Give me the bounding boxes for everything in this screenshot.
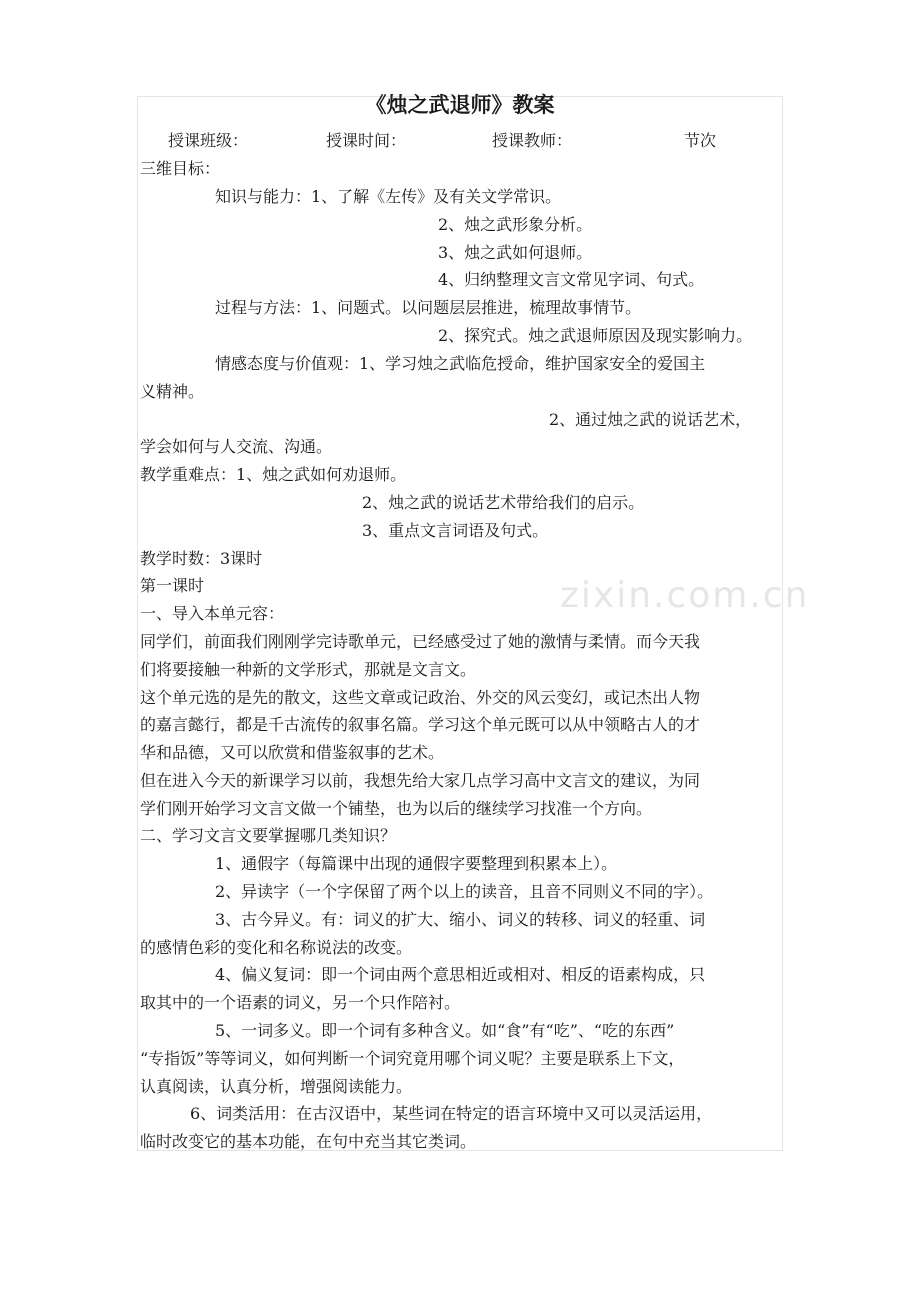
- paragraph-line: 们将要接触一种新的文学形式，那就是文言文。: [140, 660, 477, 679]
- process-line: 过程与方法：1、问题式。以问题层层推进，梳理故事情节。: [215, 298, 642, 317]
- paragraph-line: 学们刚开始学习文言文做一个铺垫，也为以后的继续学习找准一个方向。: [140, 799, 653, 818]
- key-point-line: 3、重点文言词语及句式。: [362, 521, 549, 540]
- section1-heading: 一、导入本单元容：: [140, 604, 285, 623]
- paragraph-line: 这个单元选的是先的散文，这些文章或记政治、外交的风云变幻，或记杰出人物: [140, 688, 701, 707]
- knowledge-item: 4、偏义复词：即一个词由两个意思相近或相对、相反的语素构成，只: [215, 965, 706, 984]
- emotion-line: 2、通过烛之武的说话艺术，: [549, 410, 752, 429]
- paragraph-line: 但在进入今天的新课学习以前，我想先给大家几点学习高中文言文的建议，为同: [140, 771, 701, 790]
- knowledge-item: 临时改变它的基本功能，在句中充当其它类词。: [140, 1132, 477, 1151]
- teacher-label: 授课教师：: [492, 131, 573, 150]
- section2-heading: 二、学习文言文要掌握哪几类知识？: [140, 826, 397, 845]
- knowledge-line: 4、归纳整理文言文常见字词、句式。: [438, 270, 705, 289]
- knowledge-item: 的感情色彩的变化和名称说法的改变。: [140, 938, 413, 957]
- session-label: 节次: [684, 131, 717, 150]
- watermark: zixin.com.cn: [560, 575, 810, 616]
- paragraph-line: 的嘉言懿行，都是千古流传的叙事名篇。学习这个单元既可以从中领略古人的才: [140, 715, 701, 734]
- process-line: 2、探究式。烛之武退师原因及现实影响力。: [438, 326, 753, 345]
- knowledge-item: 6、词类活用：在古汉语中，某些词在特定的语言环境中又可以灵活运用，: [190, 1104, 713, 1123]
- knowledge-item: 5、一词多义。即一个词有多种含义。如“食”有“吃”、“吃的东西”: [215, 1021, 675, 1040]
- lesson-heading: 第一课时: [140, 576, 205, 595]
- emotion-line: 情感态度与价值观：1、学习烛之武临危授命，维护国家安全的爱国主: [215, 354, 706, 373]
- knowledge-line: 知识与能力：1、了解《左传》及有关文学常识。: [215, 187, 562, 206]
- knowledge-line: 3、烛之武如何退师。: [438, 243, 593, 262]
- knowledge-item: 取其中的一个语素的词义，另一个只作陪衬。: [140, 993, 461, 1012]
- key-point-line: 教学重难点：1、烛之武如何劝退师。: [140, 465, 407, 484]
- paragraph-line: 同学们，前面我们刚刚学完诗歌单元，已经感受过了她的激情与柔情。而今天我: [140, 632, 701, 651]
- time-label: 授课时间：: [326, 131, 407, 150]
- emotion-line: 义精神。: [140, 382, 205, 401]
- knowledge-item: 认真阅读，认真分析，增强阅读能力。: [140, 1077, 413, 1096]
- paragraph-line: 华和品德，又可以欣赏和借鉴叙事的艺术。: [140, 743, 445, 762]
- knowledge-item: 3、古今异义。有：词义的扩大、缩小、词义的转移、词义的轻重、词: [215, 910, 706, 929]
- class-label: 授课班级：: [168, 131, 249, 150]
- key-point-line: 2、烛之武的说话艺术带给我们的启示。: [362, 493, 645, 512]
- knowledge-item: “专指饭”等等词义，如何判断一个词究竟用哪个词义呢？主要是联系上下文，: [140, 1049, 685, 1068]
- emotion-line: 学会如何与人交流、沟通。: [140, 437, 333, 456]
- knowledge-line: 2、烛之武形象分析。: [438, 215, 593, 234]
- objectives-heading: 三维目标：: [140, 159, 221, 178]
- document-title: 《烛之武退师》教案: [365, 92, 555, 117]
- teaching-hours: 教学时数：3课时: [140, 549, 263, 568]
- knowledge-item: 2、异读字（一个字保留了两个以上的读音，且音不同则义不同的字）。: [215, 882, 714, 901]
- knowledge-item: 1、通假字（每篇课中出现的通假字要整理到积累本上）。: [215, 854, 618, 873]
